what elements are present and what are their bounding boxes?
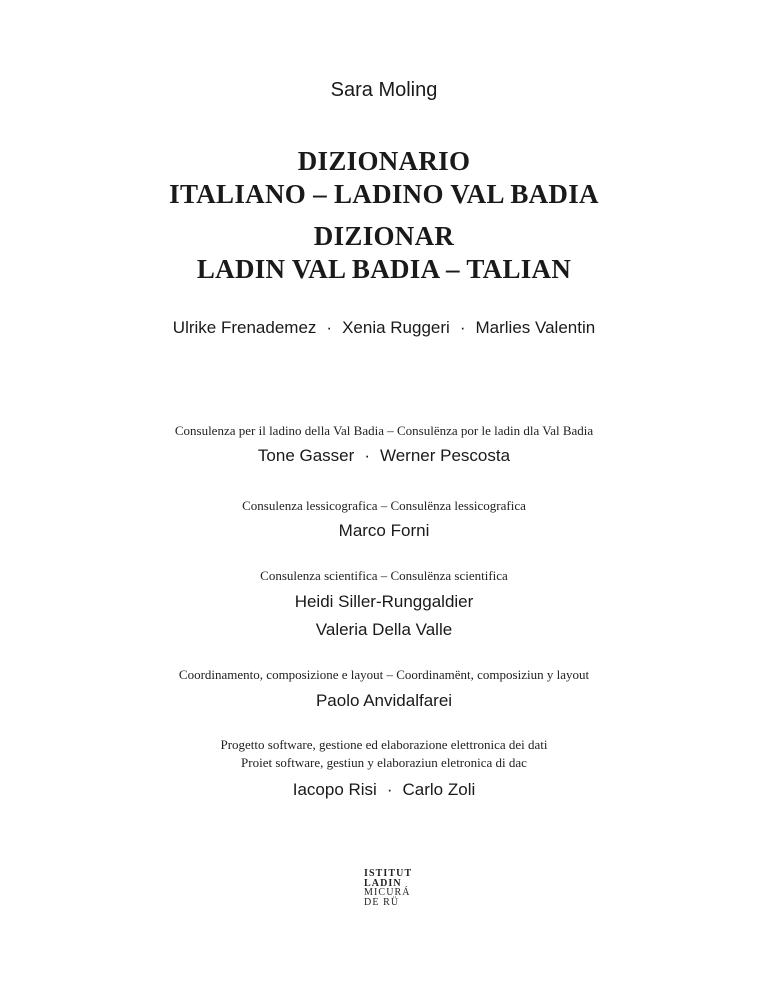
credit-role-lexicography: Consulenza lessicografica – Consulënza lessicografica [242,498,526,513]
credit-role-software-lad: Proiet software, gestiun y elaboraziun eletronica di dac [241,755,527,770]
credit-name: Werner Pescosta [379,446,511,465]
separator-dot: · [326,318,333,337]
credit-name: Carlo Zoli [402,780,476,799]
logo-line: LADIN [364,877,402,889]
separator-dot: · [364,446,370,465]
logo-line: MICURÁ [364,887,411,898]
credit-role-software-it: Progetto software, gestione ed elaborazione elettronica dei dati [220,737,548,752]
title-line-1: DIZIONARIO [297,146,471,176]
credit-name: Marco Forni [338,521,430,540]
credit-role-ladin: Consulenza per il ladino della Val Badia – Consulënza por le ladin dla Val Badia [174,423,594,438]
institute-logo [364,869,424,907]
credit-names-software [0,780,768,800]
credit-role-scientific: Consulenza scientifica – Consulënza scientifica [260,568,508,583]
coauthors [0,318,768,338]
credit-name: Iacopo Risi [292,780,377,799]
coauthor-name: Marlies Valentin [475,318,596,337]
logo-line: ISTITUT [364,868,413,879]
title-line-4: LADIN VAL BADIA – TALIAN [196,254,572,284]
credit-role-layout: Coordinamento, composizione e layout – Coordinamënt, composiziun y layout [178,667,590,682]
author-name: Sara Moling [330,79,438,101]
separator-dot: · [459,318,466,337]
separator-dot: · [386,780,393,799]
credit-name: Heidi Siller-Runggaldier [294,592,474,611]
credit-names-ladin [0,446,768,466]
credit-name: Valeria Della Valle [315,620,453,639]
title-line-2: ITALIANO – LADINO VAL BADIA [169,179,599,209]
credit-name: Paolo Anvidalfarei [315,691,453,710]
title-line-3: DIZIONAR [313,221,455,251]
coauthor-name: Ulrike Frenademez [172,318,317,337]
credit-name: Tone Gasser [257,446,355,465]
logo-line: DE RÜ [364,896,400,908]
coauthor-name: Xenia Ruggeri [342,318,450,337]
